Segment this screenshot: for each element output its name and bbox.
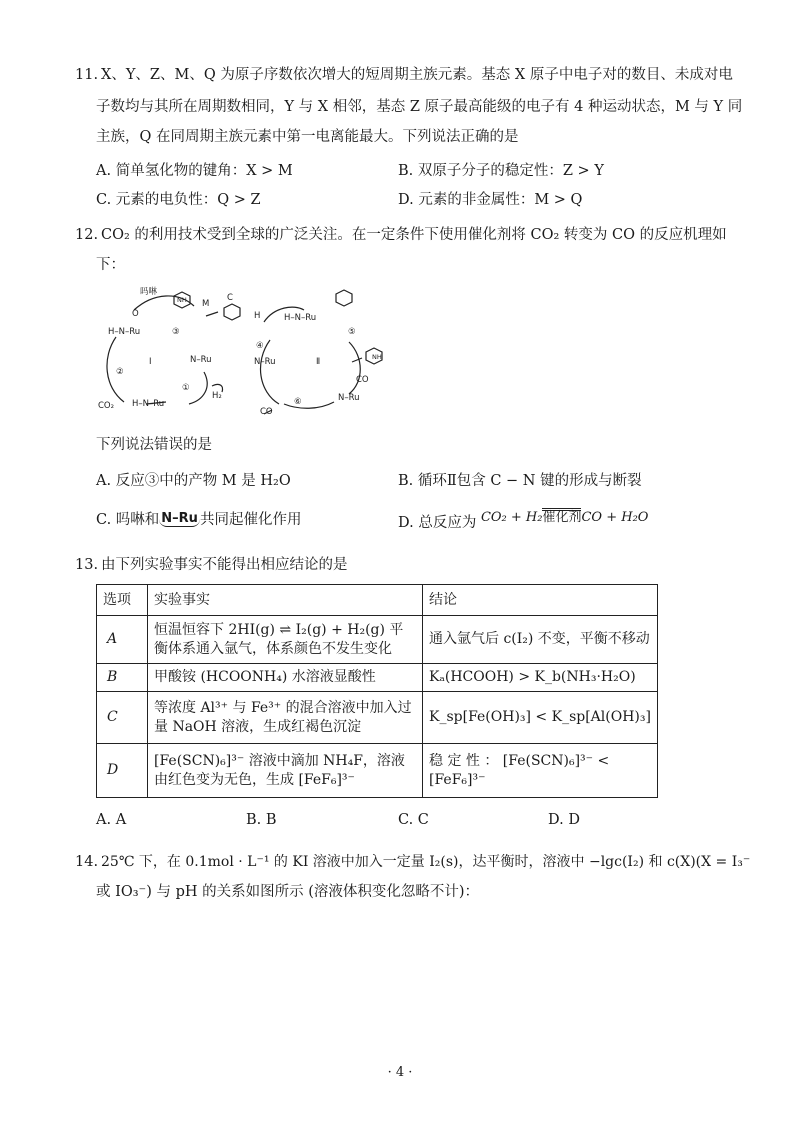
step-5: ⑤ <box>348 327 356 337</box>
h-label-1: H <box>254 311 261 321</box>
arrow-morpholine-out <box>352 358 362 362</box>
q12-option-d-prefix: D. 总反应为 <box>398 515 477 531</box>
step-6: ⑥ <box>294 397 302 407</box>
row-fact: [Fe(SCN)₆]³⁻ 溶液中滴加 NH₄F，溶液由红色变为无色，生成 [FeF₆]³⁻ <box>148 744 423 798</box>
q12-option-c-suffix: 共同起催化作用 <box>199 512 302 528</box>
header-fact: 实验事实 <box>148 585 423 616</box>
cycle2-bottom-arc <box>284 402 334 408</box>
table-row <box>97 616 658 664</box>
row-conclusion: Kₐ(HCOOH) > K_b(NH₃·H₂O) <box>423 664 658 692</box>
q12-option-c-prefix: C. 吗啉和 <box>96 512 160 528</box>
h-n-ru-bottom: H–N–Ru <box>132 399 165 409</box>
q11-option-b: B. 双原子分子的稳定性：Z > Y <box>398 163 604 179</box>
row-option: D <box>97 744 148 798</box>
q11-option-c: C. 元素的电负性：Q > Z <box>96 192 261 208</box>
q12-stem-line2: 下： <box>96 257 125 273</box>
row-option: C <box>97 692 148 744</box>
n-ru-bottom: N–Ru <box>338 393 360 403</box>
reaction-mechanism-diagram <box>94 282 390 422</box>
row-fact: 恒温恒容下 2HI(g) ⇌ I₂(g) + H₂(g) 平衡体系通入氩气，体系颜色不发生变化 <box>148 616 423 664</box>
q11-option-d: D. 元素的非金属性：M > Q <box>398 192 583 208</box>
header-option: 选项 <box>97 585 148 616</box>
page-number: · 4 · <box>387 1065 413 1080</box>
morpholine-label: 吗啉 <box>140 287 158 297</box>
equation-left: CO₂ + H₂ <box>480 510 543 525</box>
table-row <box>97 692 658 744</box>
co-in-label: CO <box>356 375 369 385</box>
q11-number: 11. <box>75 67 99 83</box>
q14-stem-line2: 或 IO₃⁻) 与 pH 的关系如图所示 (溶液体积变化忽略不计)： <box>96 884 480 900</box>
q12-prompt: 下列说法错误的是 <box>96 437 212 453</box>
cycle1-label: Ⅰ <box>149 357 152 367</box>
co-out-label: CO <box>260 407 273 417</box>
row-option: A <box>97 616 148 664</box>
q12-option-c <box>96 508 301 529</box>
m-label: M <box>202 299 210 309</box>
header-conclusion: 结论 <box>423 585 658 616</box>
n-ru-cycle1: N–Ru <box>190 355 212 365</box>
morpholine-ring-2 <box>224 304 240 320</box>
q13-choice-c: C. C <box>398 812 429 828</box>
nh-label-1: NH <box>177 296 187 304</box>
total-reaction-equation <box>481 510 649 525</box>
q12-option-d <box>398 508 648 532</box>
cycle1-right-arc <box>189 372 207 404</box>
row-fact: 甲酸铵 (HCOONH₄) 水溶液显酸性 <box>148 664 423 692</box>
q13-number: 13. <box>75 557 99 573</box>
cycle2-label: Ⅱ <box>316 357 321 367</box>
cycle2-right-arc <box>349 342 360 394</box>
q12-number: 12. <box>75 227 99 243</box>
h-n-ru-right: H–N–Ru <box>284 313 317 323</box>
step-3: ③ <box>172 327 180 337</box>
q12-stem-line1: CO₂ 的利用技术受到全球的广泛关注。在一定条件下使用催化剂将 CO₂ 转变为 CO 的反应机理如 <box>101 227 727 243</box>
c-label-1: C <box>227 293 233 303</box>
step-1: ① <box>182 383 190 393</box>
step-4: ④ <box>256 341 264 351</box>
row-conclusion: 稳 定 性 ： [Fe(SCN)₆]³⁻ < [FeF₆]³⁻ <box>423 744 658 798</box>
row-option: B <box>97 664 148 692</box>
table-row <box>97 664 658 692</box>
equation-right: CO + H₂O <box>581 510 649 525</box>
q14-stem-line1: 25℃ 下，在 0.1mol · L⁻¹ 的 KI 溶液中加入一定量 I₂(s)，达平衡时，溶液中 −lgc(I₂) 和 c(X)(X = I₃⁻ <box>101 854 751 870</box>
experiment-table <box>96 584 658 798</box>
row-conclusion: 通入氩气后 c(I₂) 不变，平衡不移动 <box>423 616 658 664</box>
q11-option-a: A. 简单氢化物的键角：X > M <box>96 163 293 179</box>
q11-stem-line2: 子数均与其所在周期数相同，Y 与 X 相邻，基态 Z 原子最高能级的电子有 4 种运动状态，M 与 Y 同 <box>96 99 743 115</box>
q13-choice-b: B. B <box>246 812 277 828</box>
nh-label-2: NH <box>372 353 382 361</box>
n-ru-structure: N–Ru <box>161 511 198 526</box>
q12-option-b: B. 循环Ⅱ包含 C − N 键的形成与断裂 <box>398 473 642 489</box>
co2-label: CO₂ <box>98 401 115 411</box>
h-n-ru-top-left: H–N–Ru <box>108 327 141 337</box>
step-2: ② <box>116 367 124 377</box>
row-fact: 等浓度 Al³⁺ 与 Fe³⁺ 的混合溶液中加入过量 NaOH 溶液，生成红褐色沉淀 <box>148 692 423 744</box>
q11-stem-line1: X、Y、Z、M、Q 为原子序数依次增大的短周期主族元素。基态 X 原子中电子对的数目、未成对电 <box>101 67 733 83</box>
row-conclusion: K_sp[Fe(OH)₃] < K_sp[Al(OH)₃] <box>423 692 658 744</box>
q14-number: 14. <box>75 854 99 870</box>
q13-choice-a: A. A <box>96 812 127 828</box>
table-row <box>97 744 658 798</box>
q13-choice-d: D. D <box>548 812 580 828</box>
q12-option-a: A. 反应③中的产物 M 是 H₂O <box>96 473 291 489</box>
h2-label: H₂ <box>212 391 222 401</box>
equation-condition: 催化剂 <box>542 510 582 525</box>
o-label-1: O <box>132 309 139 319</box>
q13-stem: 由下列实验事实不能得出相应结论的是 <box>101 557 348 573</box>
morpholine-ring-3 <box>336 290 352 306</box>
n-ru-cycle2: N–Ru <box>254 357 276 367</box>
q11-stem-line3: 主族，Q 在同周期主族元素中第一电离能最大。下列说法正确的是 <box>96 129 519 145</box>
table-header-row <box>97 585 658 616</box>
arrow-m-out <box>206 312 218 316</box>
